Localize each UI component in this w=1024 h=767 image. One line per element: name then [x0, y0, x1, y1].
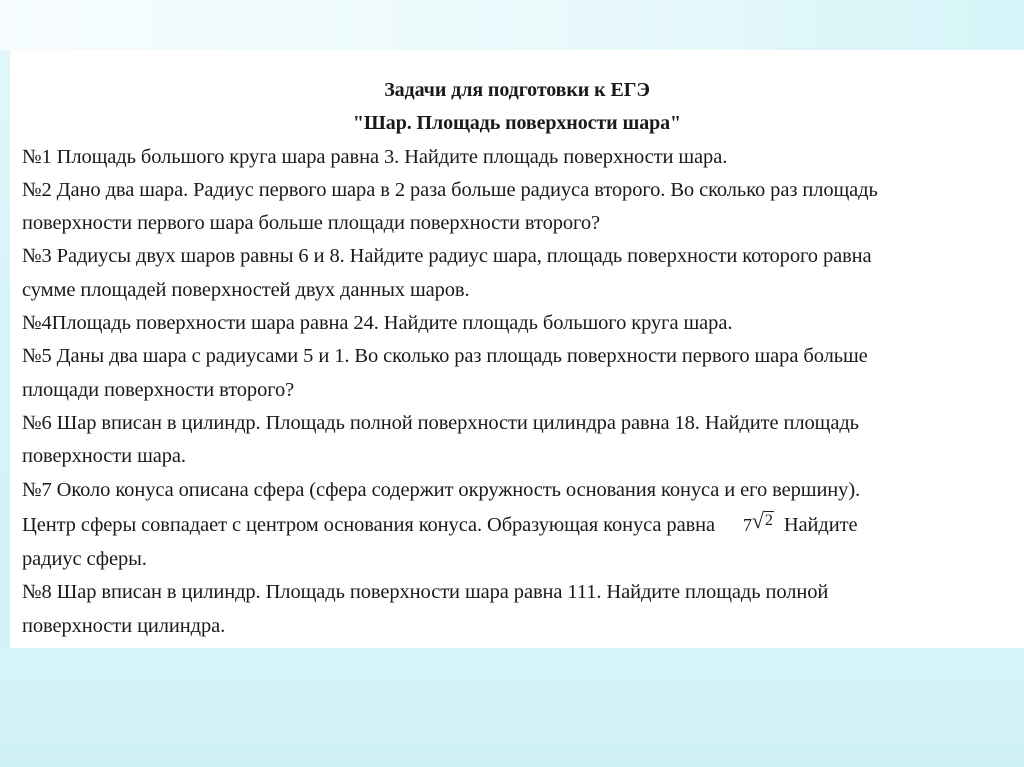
task-4-line-1 — [22, 307, 1012, 340]
task-text: Центр сферы совпадает с центром основания конуса. Образующая конуса равна — [22, 513, 716, 536]
task-text: Площадь поверхности шара равна 24. Найдите площадь большого круга шара. — [51, 312, 733, 335]
task-number: №3 — [22, 245, 52, 268]
task-number: №1 — [22, 145, 52, 168]
task-2-line-2: поверхности первого шара больше площади поверхности второго? — [22, 212, 600, 235]
formula-seven-root-two — [743, 507, 774, 543]
task-number: №2 — [22, 178, 52, 201]
document-subtitle: "Шар. Площадь поверхности шара" — [352, 112, 682, 135]
sqrt-symbol-icon: √ — [751, 507, 764, 533]
task-7-line-3: радиус сферы. — [22, 548, 147, 571]
task-3-line-1 — [22, 240, 1012, 273]
task-8-line-2: поверхности цилиндра. — [22, 614, 226, 637]
task-8-line-1 — [22, 576, 1012, 609]
formula-radicand: 2 — [764, 511, 773, 529]
task-3-line-2: сумме площадей поверхностей двух данных шаров. — [22, 278, 470, 301]
task-text: Дано два шара. Радиус первого шара в 2 раза больше радиуса второго. Во сколько раз площадь — [56, 178, 878, 201]
task-5-line-2: площади поверхности второго? — [22, 378, 295, 401]
document-title: Задачи для подготовки к ЕГЭ — [384, 79, 650, 101]
task-6-line-2: поверхности шара. — [22, 445, 186, 468]
task-text-after-formula: Найдите — [783, 513, 858, 536]
formula-coefficient: 7 — [743, 514, 752, 535]
task-number: №6 — [22, 411, 52, 434]
task-2-line-1 — [22, 174, 1012, 207]
task-7-line-2 — [22, 507, 1012, 543]
document-body — [22, 74, 1012, 643]
task-number: №4 — [22, 312, 52, 335]
document-page — [10, 50, 1024, 648]
task-number: №7 — [22, 478, 52, 501]
task-number: №8 — [22, 581, 52, 604]
slide-background-top — [0, 0, 1024, 50]
task-text: Около конуса описана сфера (сфера содержит окружность основания конуса и его вершину). — [56, 478, 861, 501]
task-text: Даны два шара с радиусами 5 и 1. Во сколько раз площадь поверхности первого шара больше — [56, 345, 868, 368]
task-7-line-1 — [22, 474, 1012, 507]
task-text: Шар вписан в цилиндр. Площадь поверхности шара равна 111. Найдите площадь полной — [56, 581, 829, 604]
task-text: Площадь большого круга шара равна 3. Найдите площадь поверхности шара. — [56, 145, 728, 168]
task-text: Радиусы двух шаров равны 6 и 8. Найдите радиус шара, площадь поверхности которого равна — [56, 245, 872, 268]
task-6-line-1 — [22, 407, 1012, 440]
task-text: Шар вписан в цилиндр. Площадь полной поверхности цилиндра равна 18. Найдите площадь — [56, 411, 859, 434]
task-5-line-1 — [22, 340, 1012, 373]
slide-background-bottom — [0, 648, 1024, 767]
task-1-line-1 — [22, 141, 1012, 174]
task-number: №5 — [22, 345, 52, 368]
